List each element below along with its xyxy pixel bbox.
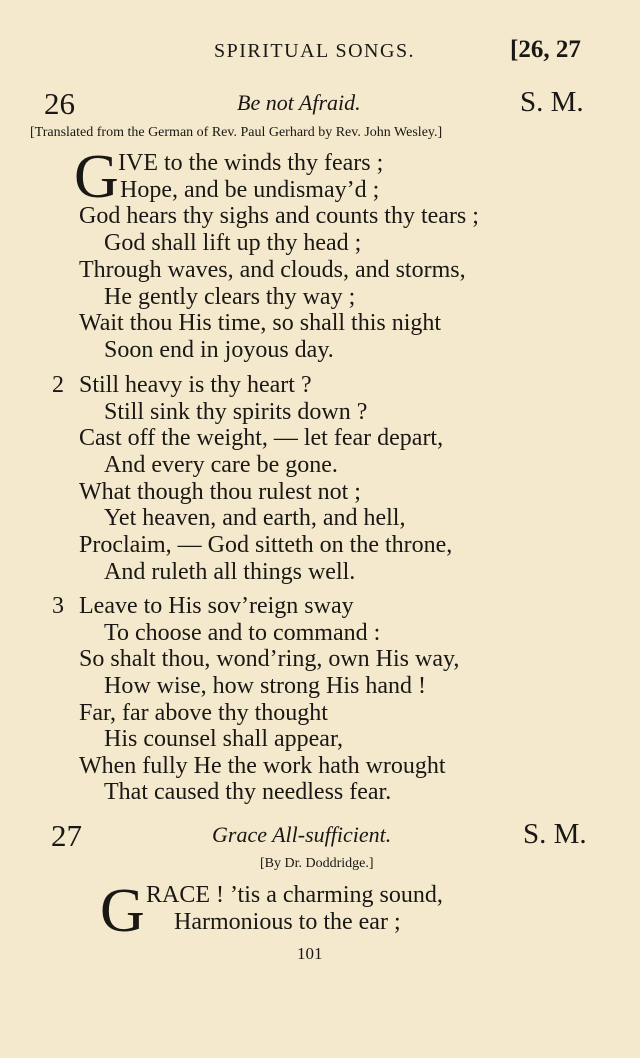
verse-line: When fully He the work hath wrought xyxy=(79,753,446,779)
hymn-27-number: 27 xyxy=(51,818,82,853)
hymn-26-title: Be not Afraid. xyxy=(237,90,361,115)
verse-line: And ruleth all things well. xyxy=(104,559,356,585)
stanza-number: 2 xyxy=(52,372,64,398)
verse-line: His counsel shall appear, xyxy=(104,726,343,752)
verse-line: God shall lift up thy head ; xyxy=(104,230,362,256)
verse-line: Soon end in joyous day. xyxy=(104,337,334,363)
verse-line: How wise, how strong His hand ! xyxy=(104,673,426,699)
hymn-27-meter: S. M. xyxy=(523,818,587,850)
hymn-26-number: 26 xyxy=(44,86,75,121)
verse-line: RACE ! ’tis a charming sound, xyxy=(146,882,443,908)
verse-line: Wait thou His time, so shall this night xyxy=(79,310,442,336)
running-title: SPIRITUAL SONGS. xyxy=(214,40,416,62)
hymn-26-credit: [Translated from the German of Rev. Paul Gerhard by Rev. John Wesley.] xyxy=(30,125,443,140)
verse-line: Hope, and be undismay’d ; xyxy=(120,177,380,203)
verse-line: Cast off the weight, — let fear depart, xyxy=(79,425,444,451)
stanza-number: 3 xyxy=(52,593,64,619)
drop-cap-26: G xyxy=(74,143,119,211)
hymn-26-meter: S. M. xyxy=(520,86,584,118)
drop-cap-27: G xyxy=(100,877,145,945)
page-range: [26, 27 xyxy=(510,36,581,63)
hymn-27-credit: [By Dr. Doddridge.] xyxy=(260,856,374,871)
verse-line: God hears thy sighs and counts thy tears ; xyxy=(79,203,479,229)
page-number: 101 xyxy=(297,944,323,963)
verse-line: Still heavy is thy heart ? xyxy=(79,372,312,398)
verse-line: Through waves, and clouds, and storms, xyxy=(79,257,466,283)
verse-line: He gently clears thy way ; xyxy=(104,284,356,310)
verse-line: So shalt thou, wond’ring, own His way, xyxy=(79,646,460,672)
verse-line: And every care be gone. xyxy=(104,452,338,478)
verse-line: What though thou rulest not ; xyxy=(79,479,361,505)
hymn-27-title: Grace All-sufficient. xyxy=(212,822,392,847)
verse-line: Yet heaven, and earth, and hell, xyxy=(104,505,406,531)
verse-line: Leave to His sov’reign sway xyxy=(79,593,354,619)
verse-line: IVE to the winds thy fears ; xyxy=(118,150,384,176)
verse-line: Far, far above thy thought xyxy=(79,700,328,726)
verse-line: Harmonious to the ear ; xyxy=(174,909,401,935)
verse-line: Still sink thy spirits down ? xyxy=(104,399,368,425)
verse-line: That caused thy needless fear. xyxy=(104,779,392,805)
verse-line: Proclaim, — God sitteth on the throne, xyxy=(79,532,453,558)
verse-line: To choose and to command : xyxy=(104,620,381,646)
